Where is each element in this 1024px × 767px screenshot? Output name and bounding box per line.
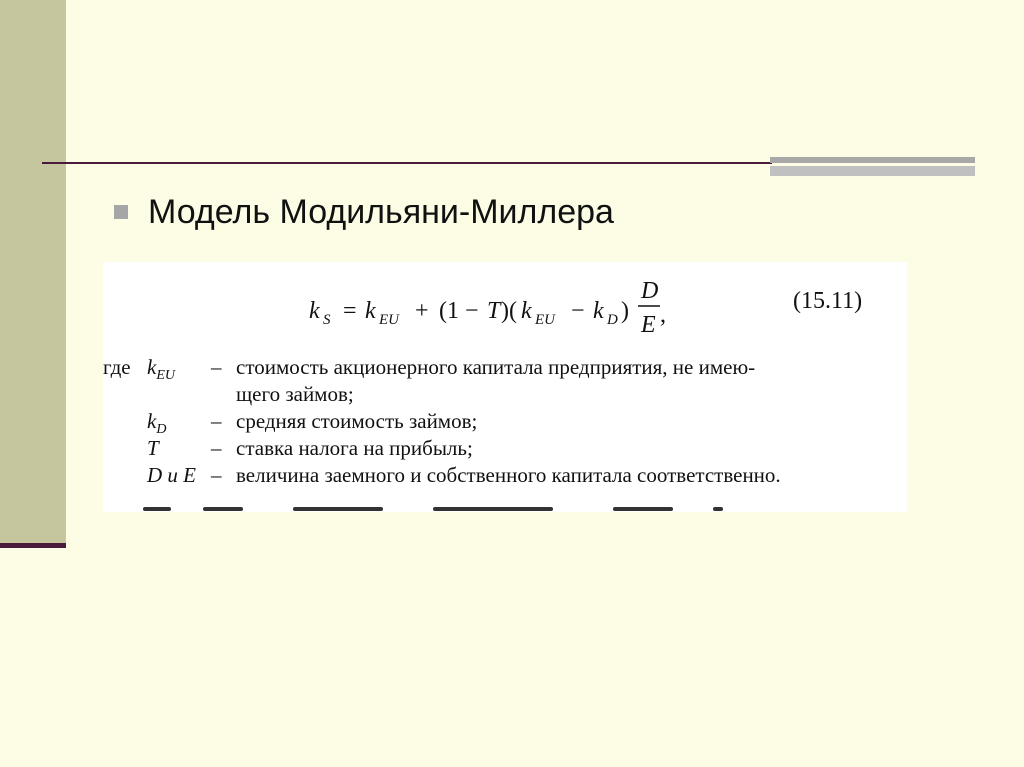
svg-text:k: k: [365, 298, 376, 324]
where-label: где: [103, 355, 131, 379]
formula: [303, 270, 723, 340]
symbol: $k_{EU}$: [147, 355, 175, 384]
svg-text:k: k: [309, 298, 320, 324]
svg-text:k: k: [521, 298, 532, 324]
svg-text:−: −: [571, 298, 585, 324]
dash: –: [211, 355, 222, 379]
symbol: T: [147, 436, 159, 460]
square-bullet-icon: [114, 205, 128, 219]
definition-row: [103, 435, 907, 462]
definition-text: ставка налога на прибыль;: [236, 436, 473, 460]
svg-text:E: E: [641, 312, 656, 338]
symbol: D и E: [147, 463, 196, 487]
svg-text:S: S: [323, 312, 331, 328]
svg-text:D: D: [641, 278, 659, 304]
definition-row: [103, 408, 907, 438]
cropped-text-line: [143, 507, 743, 512]
svg-text:(1 −: (1 −: [439, 298, 479, 324]
svg-text:D: D: [607, 312, 618, 328]
svg-text:)(: )(: [501, 298, 517, 324]
bullet-item: [114, 190, 614, 234]
svg-text:k: k: [593, 298, 604, 324]
svg-text:): ): [621, 298, 629, 324]
dash: –: [211, 463, 222, 487]
definition-row: [103, 462, 907, 489]
definition-text: средняя стоимость займов;: [236, 409, 478, 433]
title-rule: [42, 162, 772, 164]
svg-text:,: ,: [660, 302, 666, 328]
dash: –: [211, 436, 222, 460]
equation-number: (15.11): [793, 288, 863, 314]
formula-image: [103, 262, 907, 512]
left-decor-bar: [0, 0, 66, 546]
accent-bar: [770, 157, 975, 177]
left-decor-bar-base: [0, 543, 66, 548]
definition-text: величина заемного и собственного капитала соответственно.: [236, 463, 781, 487]
definition-row: [103, 354, 907, 384]
svg-text:+: +: [415, 298, 429, 324]
symbol: $k_D$: [147, 409, 167, 438]
dash: –: [211, 409, 222, 433]
definitions: [103, 354, 907, 489]
svg-text:EU: EU: [379, 312, 399, 328]
svg-text:EU: EU: [535, 312, 555, 328]
definition-text: стоимость акционерного капитала предприятия, не имею-: [236, 355, 756, 379]
svg-text:=: =: [343, 298, 357, 324]
svg-text:T: T: [487, 298, 501, 324]
slide-heading: Модель Модильяни-Миллера: [148, 192, 614, 231]
definition-row: [103, 381, 907, 408]
definition-text: щего займов;: [236, 382, 354, 406]
